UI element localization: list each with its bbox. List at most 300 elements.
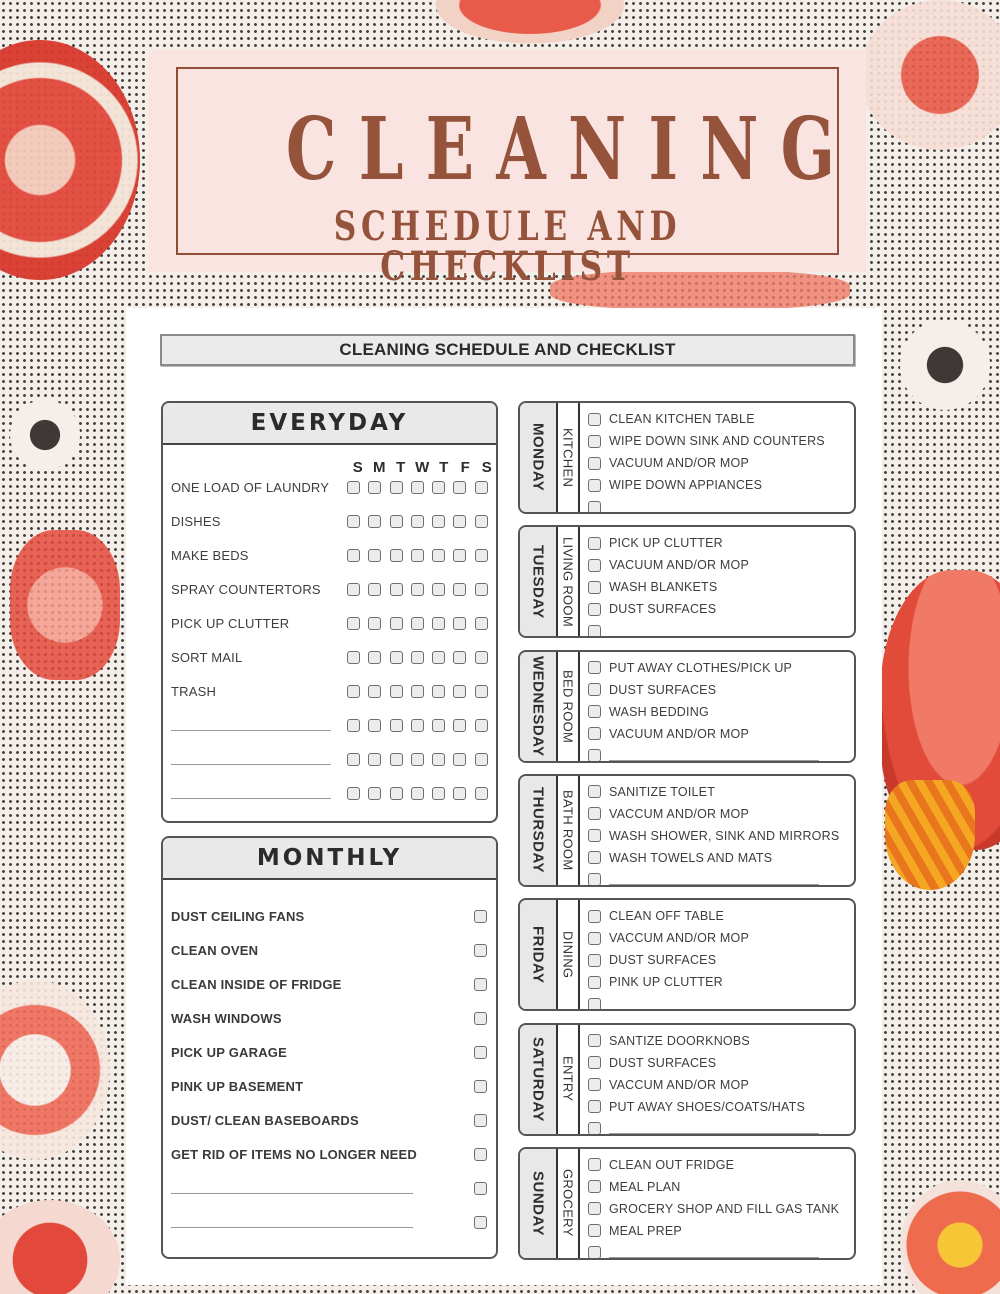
everyday-task-row [171,783,491,803]
checkbox[interactable] [347,583,360,596]
checkbox[interactable] [588,1180,601,1193]
task-label: DUST CEILING FANS [171,908,305,924]
weekday-label: T [396,459,406,476]
weekday-checkboxes [347,651,488,664]
weekday-checkboxes [347,685,488,698]
weekday-label: F [460,459,470,476]
checkbox[interactable] [390,583,403,596]
checkbox[interactable] [368,549,381,562]
checkbox[interactable] [588,932,601,945]
task-item [588,1030,854,1052]
day-label-strip [520,900,558,1009]
task-item [588,905,854,927]
flower-decoration [885,780,975,890]
checkbox[interactable] [347,617,360,630]
checkbox[interactable] [453,719,466,732]
task-label: CLEAN OUT FRIDGE [609,1157,735,1172]
task-item [588,1242,854,1260]
checkbox[interactable] [347,753,360,766]
task-label: WASH TOWELS AND MATS [609,850,773,865]
checkbox[interactable] [453,685,466,698]
task-label: WIPE DOWN SINK AND COUNTERS [609,434,825,448]
task-item [588,657,854,679]
monthly-task-row [171,1110,491,1130]
task-label: CLEAN OVEN [171,942,259,958]
checkbox[interactable] [347,685,360,698]
checkbox[interactable] [453,651,466,664]
checkbox[interactable] [588,954,601,967]
checkbox[interactable] [474,1182,487,1195]
blank-write-in-line[interactable] [609,1123,819,1134]
checkbox[interactable] [588,1056,601,1069]
checkbox[interactable] [453,617,466,630]
task-item [588,554,854,576]
checkbox[interactable] [588,661,601,674]
day-label-strip [520,1149,558,1258]
weekday-label: S [352,459,363,476]
checkbox[interactable] [390,719,403,732]
flower-decoration [0,40,140,280]
checkbox[interactable] [474,1148,487,1161]
weekday-label: S [481,459,492,476]
checkbox[interactable] [390,617,403,630]
task-label: CLEAN OFF TABLE [609,909,725,924]
monthly-task-row [171,1008,491,1028]
checkbox[interactable] [432,481,445,494]
flower-decoration [10,400,80,470]
checkbox[interactable] [475,515,488,528]
monthly-title: MONTHLY [163,838,496,880]
monthly-task-row [171,1178,491,1198]
monthly-task-row [171,940,491,960]
room-name: DINING [560,931,576,979]
monthly-task-row [171,974,491,994]
checkbox[interactable] [588,683,601,696]
task-item [588,949,854,971]
task-label: CLEAN KITCHEN TABLE [609,412,755,426]
task-list [580,403,854,512]
room-name: BATH ROOM [560,790,576,871]
task-label: PINK UP BASEMENT [171,1078,304,1094]
task-item [588,1096,854,1118]
task-label: SORT MAIL [171,649,243,665]
day-panel-tuesday [518,525,856,638]
checkbox[interactable] [368,617,381,630]
monthly-section [161,836,498,1259]
task-item [588,927,854,949]
weekday-header [347,459,498,476]
task-label: WASH WINDOWS [171,1010,282,1026]
monthly-task-row [171,1212,491,1232]
task-item [588,1118,854,1136]
checkbox[interactable] [411,753,424,766]
checkbox[interactable] [453,515,466,528]
task-list [580,652,854,761]
flower-decoration [10,530,120,680]
checkbox[interactable] [390,549,403,562]
day-name: SUNDAY [529,1170,547,1236]
room-label-strip [558,652,580,761]
everyday-task-row [171,715,491,735]
task-item [588,532,854,554]
checkbox[interactable] [347,549,360,562]
blank-write-in-line[interactable] [171,787,331,799]
checkbox[interactable] [588,1158,601,1171]
task-list [580,1149,854,1258]
blank-write-in-line[interactable] [609,626,819,637]
checkbox[interactable] [588,603,601,616]
checkbox[interactable] [368,719,381,732]
task-label: ONE LOAD OF LAUNDRY [171,479,330,495]
task-item [588,781,854,803]
day-panel-thursday [518,774,856,887]
checkbox[interactable] [347,719,360,732]
task-item [588,496,854,514]
blank-write-in-line[interactable] [171,1216,413,1228]
checkbox[interactable] [588,1122,601,1135]
task-label: SANTIZE DOORKNOBS [609,1033,750,1048]
monthly-task-row [171,1144,491,1164]
checkbox[interactable] [588,807,601,820]
task-item [588,825,854,847]
checkbox[interactable] [432,651,445,664]
checkbox[interactable] [453,481,466,494]
checkbox[interactable] [347,515,360,528]
room-label-strip [558,403,580,512]
checkbox[interactable] [411,651,424,664]
task-label: CLEAN INSIDE OF FRIDGE [171,976,342,992]
checkbox[interactable] [368,685,381,698]
checkbox[interactable] [475,583,488,596]
weekday-label: W [415,459,430,476]
checkbox[interactable] [453,549,466,562]
blank-write-in-line[interactable] [171,719,331,731]
task-label: VACUUM AND/OR MOP [609,726,749,741]
task-label: VACUUM AND/OR MOP [609,558,749,573]
task-label: WASH SHOWER, SINK AND MIRRORS [609,828,840,843]
task-item [588,430,854,452]
checkbox[interactable] [475,549,488,562]
checkbox[interactable] [475,685,488,698]
task-label: GROCERY SHOP AND FILL GAS TANK [609,1201,840,1216]
checkbox[interactable] [474,1114,487,1127]
everyday-task-row [171,511,491,531]
checkbox[interactable] [474,1216,487,1229]
checkbox[interactable] [588,457,601,470]
checkbox[interactable] [588,1100,601,1113]
checkbox[interactable] [474,910,487,923]
checkbox[interactable] [411,719,424,732]
task-item [588,971,854,993]
blank-write-in-line[interactable] [609,1247,819,1258]
room-label-strip [558,527,580,636]
checkbox[interactable] [588,1202,601,1215]
day-label-strip [520,652,558,761]
monthly-task-row [171,1042,491,1062]
task-list [580,527,854,636]
task-label: PUT AWAY CLOTHES/PICK UP [609,660,793,675]
checkbox[interactable] [432,719,445,732]
task-list [580,900,854,1009]
checkbox[interactable] [390,685,403,698]
cover-title-frame [176,67,858,290]
flower-decoration [0,1200,120,1294]
checkbox[interactable] [588,705,601,718]
task-label: TRASH [171,683,217,699]
checkbox[interactable] [411,617,424,630]
task-label: PICK UP CLUTTER [609,536,723,551]
task-label: SPRAY COUNTERTORS [171,581,321,597]
task-label: VACCUM AND/OR MOP [609,806,749,821]
checkbox[interactable] [411,685,424,698]
checkbox[interactable] [588,998,601,1011]
task-item [588,576,854,598]
weekday-label: T [439,459,449,476]
cover-title: CLEANING [285,99,858,200]
checkbox[interactable] [432,753,445,766]
checkbox[interactable] [588,1224,601,1237]
checkbox[interactable] [368,753,381,766]
task-list [580,1025,854,1134]
task-item [588,474,854,496]
checkbox[interactable] [475,753,488,766]
monthly-task-row [171,906,491,926]
flower-decoration [900,1180,1000,1294]
weekday-checkboxes [347,617,488,630]
checkbox[interactable] [474,978,487,991]
day-name: WEDNESDAY [529,655,547,757]
task-item [588,1198,854,1220]
weekday-checkboxes [347,719,488,732]
blank-write-in-line[interactable] [609,502,819,513]
weekday-checkboxes [347,583,488,596]
task-item [588,1052,854,1074]
monthly-task-row [171,1076,491,1096]
checkbox[interactable] [475,651,488,664]
room-label-strip [558,1149,580,1258]
task-item [588,723,854,745]
task-label: DUST SURFACES [609,953,717,968]
checkbox[interactable] [588,749,601,762]
room-name: ENTRY [560,1056,576,1102]
checkbox[interactable] [475,719,488,732]
checkbox[interactable] [432,617,445,630]
checkbox[interactable] [390,515,403,528]
blank-write-in-line[interactable] [609,750,819,761]
task-label: VACCUM AND/OR MOP [609,1077,749,1092]
task-item [588,745,854,763]
weekday-checkboxes [347,787,488,800]
checkbox[interactable] [475,481,488,494]
checkbox[interactable] [432,515,445,528]
everyday-section [161,401,498,823]
everyday-task-row [171,681,491,701]
day-label-strip [520,1025,558,1134]
everyday-title: EVERYDAY [163,403,496,445]
cover-title-panel [149,50,866,290]
checkbox[interactable] [368,515,381,528]
task-label: PICK UP GARAGE [171,1044,287,1060]
day-panel-wednesday [518,650,856,763]
checkbox[interactable] [588,727,601,740]
day-name: MONDAY [529,423,547,492]
task-label: VACCUM AND/OR MOP [609,931,749,946]
checkbox[interactable] [588,829,601,842]
task-label: MEAL PREP [609,1223,682,1238]
checkbox[interactable] [588,1034,601,1047]
checkbox[interactable] [432,685,445,698]
checkbox[interactable] [347,787,360,800]
checkbox[interactable] [390,651,403,664]
everyday-task-row [171,613,491,633]
task-item [588,803,854,825]
task-label: DUST SURFACES [609,1055,717,1070]
room-name: KITCHEN [560,427,576,488]
task-label: PUT AWAY SHOES/COATS/HATS [609,1099,806,1114]
checkbox[interactable] [474,1012,487,1025]
checkbox[interactable] [588,435,601,448]
room-name: GROCERY [560,1169,576,1238]
task-label: WIPE DOWN APPIANCES [609,478,763,492]
task-item [588,452,854,474]
everyday-task-row [171,749,491,769]
flower-decoration [900,320,990,410]
checkbox[interactable] [588,785,601,798]
day-name: THURSDAY [529,787,547,874]
task-item [588,1176,854,1198]
task-item [588,679,854,701]
task-label: SANITIZE TOILET [609,784,716,799]
checkbox[interactable] [453,787,466,800]
checkbox[interactable] [390,787,403,800]
checkbox[interactable] [475,617,488,630]
checkbox[interactable] [588,625,601,638]
blank-write-in-line[interactable] [609,999,819,1010]
task-item [588,869,854,887]
cover-subtitle: SCHEDULE AND CHECKLIST [333,203,682,290]
weekday-checkboxes [347,753,488,766]
checkbox[interactable] [411,515,424,528]
day-label-strip [520,776,558,885]
flower-decoration [860,0,1000,150]
room-name: BED ROOM [560,669,576,743]
checkbox[interactable] [411,787,424,800]
everyday-task-row [171,647,491,667]
checkbox[interactable] [474,1046,487,1059]
day-label-strip [520,527,558,636]
checkbox[interactable] [474,1080,487,1093]
task-label: DUST SURFACES [609,682,717,697]
day-panel-saturday [518,1023,856,1136]
room-label-strip [558,776,580,885]
checkbox[interactable] [588,1246,601,1259]
task-item [588,847,854,869]
checkbox[interactable] [432,583,445,596]
checkbox[interactable] [588,479,601,492]
day-name: TUESDAY [529,544,547,619]
checkbox[interactable] [588,976,601,989]
checkbox[interactable] [368,787,381,800]
checkbox[interactable] [368,481,381,494]
checkbox[interactable] [432,787,445,800]
checkbox[interactable] [588,559,601,572]
weekday-label: M [373,459,386,476]
checkbox[interactable] [411,549,424,562]
checkbox[interactable] [453,753,466,766]
task-label: WASH BEDDING [609,704,709,719]
checkbox[interactable] [411,583,424,596]
checkbox[interactable] [588,413,601,426]
page-title: CLEANING SCHEDULE AND CHECKLIST [160,334,855,366]
task-label: GET RID OF ITEMS NO LONGER NEED [171,1146,417,1162]
checkbox[interactable] [390,753,403,766]
blank-write-in-line[interactable] [171,1182,413,1194]
checkbox[interactable] [432,549,445,562]
task-label: PINK UP CLUTTER [609,975,723,990]
everyday-task-row [171,579,491,599]
day-name: FRIDAY [529,925,547,984]
task-item [588,408,854,430]
checkbox[interactable] [475,787,488,800]
day-panel-monday [518,401,856,514]
task-label: DISHES [171,513,221,529]
checkbox[interactable] [411,481,424,494]
blank-write-in-line[interactable] [171,753,331,765]
checkbox[interactable] [588,581,601,594]
task-item [588,993,854,1011]
room-name: LIVING ROOM [560,536,576,627]
task-label: MAKE BEDS [171,547,249,563]
checkbox[interactable] [474,944,487,957]
everyday-task-row [171,477,491,497]
checkbox[interactable] [347,481,360,494]
checkbox[interactable] [368,651,381,664]
weekday-checkboxes [347,515,488,528]
flower-decoration [0,980,110,1160]
task-label: PICK UP CLUTTER [171,615,290,631]
room-label-strip [558,1025,580,1134]
task-label: DUST SURFACES [609,602,717,617]
everyday-task-row [171,545,491,565]
checkbox[interactable] [453,583,466,596]
checkbox[interactable] [588,501,601,514]
checkbox[interactable] [588,873,601,886]
day-label-strip [520,403,558,512]
checkbox[interactable] [588,537,601,550]
blank-write-in-line[interactable] [609,874,819,885]
checkbox[interactable] [588,851,601,864]
task-list [580,776,854,885]
task-item [588,1220,854,1242]
task-item [588,1154,854,1176]
checkbox[interactable] [347,651,360,664]
checkbox[interactable] [390,481,403,494]
weekday-checkboxes [347,549,488,562]
task-item [588,620,854,638]
checkbox[interactable] [588,910,601,923]
day-name: SATURDAY [529,1036,547,1122]
task-label: VACUUM AND/OR MOP [609,456,749,470]
checkbox[interactable] [588,1078,601,1091]
room-label-strip [558,900,580,1009]
task-item [588,701,854,723]
day-panel-sunday [518,1147,856,1260]
task-label: WASH BLANKETS [609,580,718,595]
task-item [588,1074,854,1096]
flower-decoration [420,0,640,50]
weekday-checkboxes [347,481,488,494]
checkbox[interactable] [368,583,381,596]
